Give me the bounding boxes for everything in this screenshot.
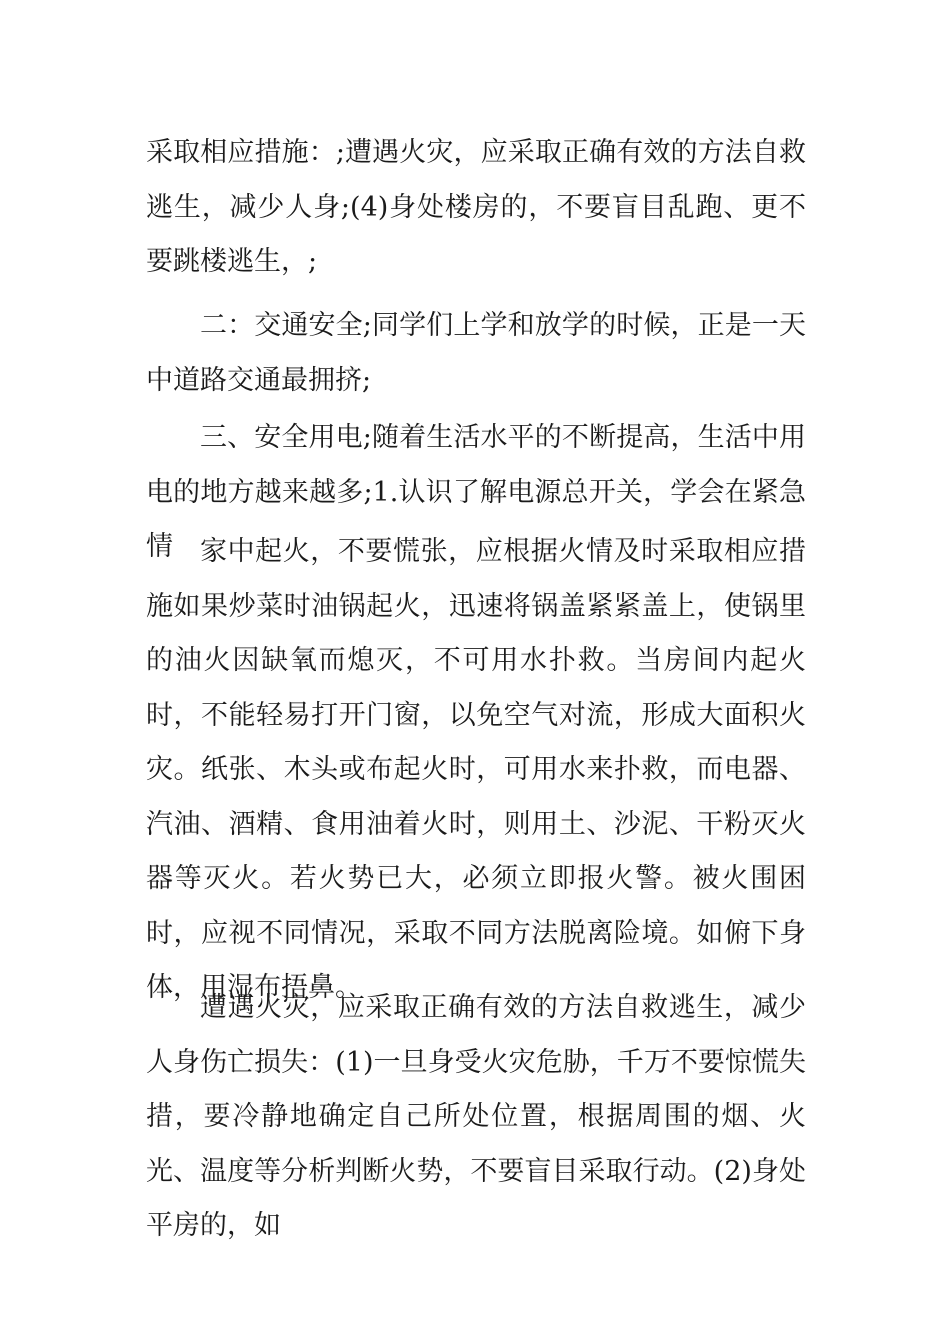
paragraph-traffic-safety: 二：交通安全;同学们上学和放学的时候，正是一天中道路交通最拥挤; [146, 310, 806, 396]
paragraph-fire-escape-continued: 采取相应措施：;遭遇火灾，应采取正确有效的方法自救逃生，减少人身;(4)身处楼房的，不要盲目乱跑、更不要跳楼逃生，; [146, 137, 806, 277]
paragraph-home-fire: 家中起火，不要慌张，应根据火情及时采取相应措施如果炒菜时油锅起火，迅速将锅盖紧紧盖上，使锅里的油火因缺氧而熄灭，不可用水扑救。当房间内起火时，不能轻易打开门窗，以免空气对流，形成大面积火灾。纸张、木头或布起火时，可用水来扑救，而电器、汽油、酒精、食用油着火时，则用土、沙泥、干粉灭火器等灭火。若火势已大，必须立即报火警。被火围困时，应视不同情况，采取不同方法脱离险境。如俯下身体，用湿布捂鼻。 [146, 536, 806, 1003]
paragraph-fire-self-rescue: 遭遇火灾，应采取正确有效的方法自救逃生，减少人身伤亡损失：(1)一旦身受火灾危胁，千万不要惊慌失措，要冷静地确定自己所处位置，根据周围的烟、火光、温度等分析判断火势，不要盲目采取行动。(2)身处平房的，如 [146, 992, 806, 1241]
paragraph-electrical-safety: 三、安全用电;随着生活水平的不断提高，生活中用电的地方越来越多;1.认识了解电源总开关，学会在紧急情 [146, 422, 806, 562]
